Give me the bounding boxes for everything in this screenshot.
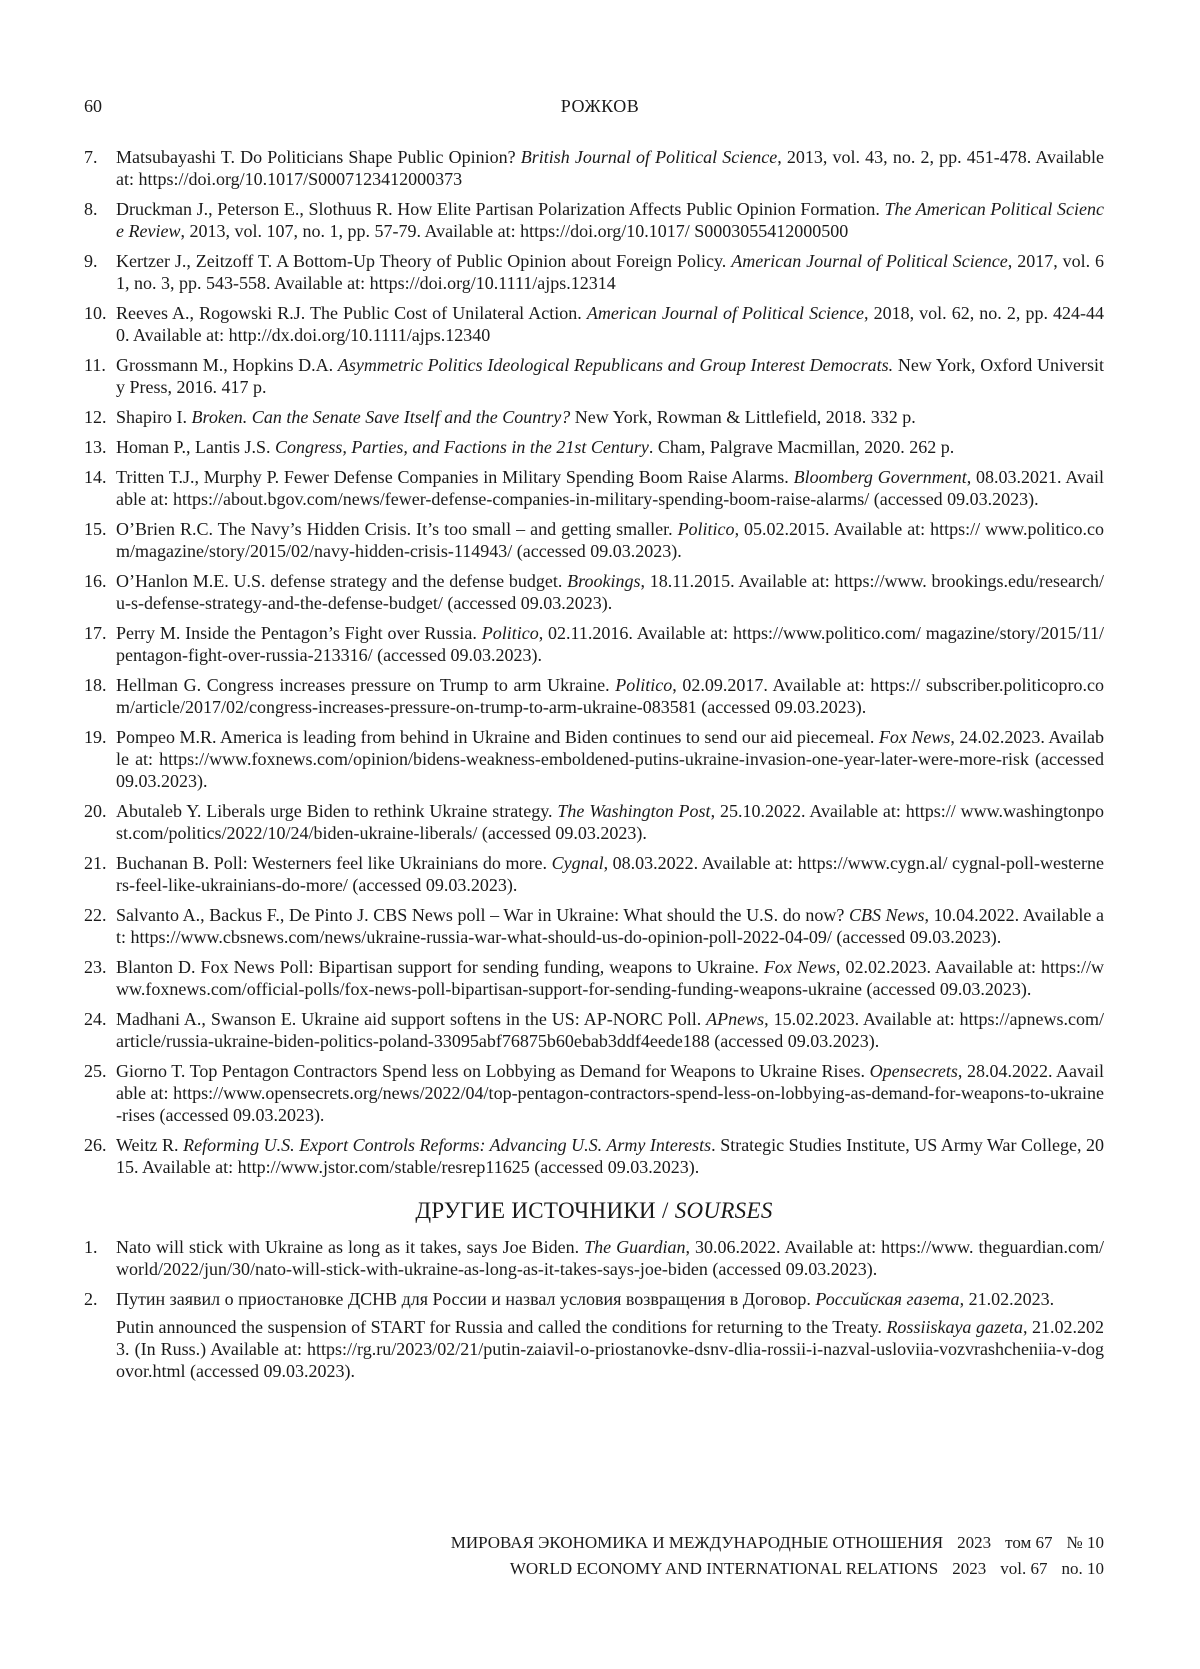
italic-title: Fox News	[763, 957, 836, 977]
source-text	[116, 1236, 1104, 1280]
reference-item	[84, 1134, 1104, 1178]
text-run: Grossmann M., Hopkins D.A.	[116, 355, 338, 375]
reference-text	[116, 250, 1104, 294]
text-run: Salvanto A., Backus F., De Pinto J. CBS News poll – War in Ukraine: What should the U.S. do now?	[116, 905, 849, 925]
reference-item	[84, 570, 1104, 614]
reference-item	[84, 354, 1104, 398]
text-run: , 10.04.2022. Available at: https://www.cbsnews.com/news/ukraine-russia-war-what-should-us-do-opinion-poll-2022-04-09/ (accessed 09.03.2023).	[116, 905, 1104, 947]
text-run: Putin announced the suspension of START for Russia and called the conditions for returning to the Treaty.	[116, 1317, 887, 1337]
italic-title: Asymmetric Politics Ideological Republicans and Group Interest Democrats.	[337, 355, 894, 375]
text-run: Shapiro I.	[116, 407, 192, 427]
reference-number: 20.	[84, 801, 107, 821]
reference-number: 16.	[84, 571, 107, 591]
text-run: , 08.03.2021. Available at: https://about.bgov.com/news/fewer-defense-companies-in-military-spending-boom-raise-alarms/ (accessed 09.03.2023).	[116, 467, 1104, 509]
italic-title: Brookings	[567, 571, 641, 591]
footer-ru-year: 2023	[957, 1533, 992, 1552]
footer-en-year: 2023	[952, 1559, 987, 1578]
reference-text	[116, 518, 1104, 562]
text-run: , 15.02.2023. Available at: https://apnews.com/article/russia-ukraine-biden-politics-poland-33095abf76875b60ebab3ddf4eede188 (accessed 09.03.2023).	[116, 1009, 1104, 1051]
reference-text	[116, 800, 1104, 844]
footer-en-no: no. 10	[1061, 1559, 1104, 1578]
reference-item	[84, 436, 1104, 458]
text-run: , 05.02.2015. Available at: https:// www.politico.com/magazine/story/2015/02/navy-hidden-crisis-114943/ (accessed 09.03.2023).	[116, 519, 1104, 561]
reference-text	[116, 852, 1104, 896]
source-item	[84, 1236, 1104, 1280]
reference-item	[84, 250, 1104, 294]
sources-heading-en: SOURSES	[674, 1198, 773, 1223]
text-run: Matsubayashi T. Do Politicians Shape Public Opinion?	[116, 147, 521, 167]
italic-title: Broken. Can the Senate Save Itself and the Country?	[191, 407, 571, 427]
reference-text	[116, 436, 1104, 458]
text-run: , 2013, vol. 43, no. 2, pp. 451-478. Available at: https://doi.org/10.1017/S0007123412000373	[116, 147, 1104, 189]
reference-item	[84, 622, 1104, 666]
text-run: , 02.11.2016. Available at: https://www.politico.com/ magazine/story/2015/11/pentagon-fight-over-russia-213316/ (accessed 09.03.2023).	[116, 623, 1104, 665]
reference-number: 13.	[84, 437, 107, 457]
italic-title: The Washington Post	[557, 801, 711, 821]
text-run: Pompeo M.R. America is leading from behind in Ukraine and Biden continues to send our aid piecemeal.	[116, 727, 879, 747]
text-run: O’Brien R.C. The Navy’s Hidden Crisis. It’s too small – and getting smaller.	[116, 519, 678, 539]
text-run: , 18.11.2015. Available at: https://www. brookings.edu/research/u-s-defense-strategy-and-the-defense-budget/ (accessed 09.03.2023).	[116, 571, 1104, 613]
reference-number: 15.	[84, 519, 107, 539]
italic-title: British Journal of Political Science	[520, 147, 778, 167]
reference-number: 22.	[84, 905, 107, 925]
italic-title: APnews	[706, 1009, 765, 1029]
footer-ru	[451, 1530, 1104, 1556]
reference-item	[84, 904, 1104, 948]
text-run: O’Hanlon M.E. U.S. defense strategy and the defense budget.	[116, 571, 568, 591]
reference-item	[84, 466, 1104, 510]
reference-number: 12.	[84, 407, 107, 427]
reference-number: 17.	[84, 623, 107, 643]
text-run: , 21.02.2023. (In Russ.) Available at: https://rg.ru/2023/02/21/putin-zaiavil-o-priostanovke-dsnv-dlia-rossii-i-nazval-usloviia-vozvrashcheniia-v-dogovor.html (accessed 09.03.2023).	[116, 1317, 1105, 1381]
reference-list	[84, 146, 1104, 1390]
text-run: Perry M. Inside the Pentagon’s Fight over Russia.	[116, 623, 482, 643]
reference-item	[84, 726, 1104, 792]
page-number: 60	[84, 96, 102, 116]
italic-title: Российская газета	[815, 1289, 960, 1309]
text-run: , 2018, vol. 62, no. 2, pp. 424-440. Available at: http://dx.doi.org/10.1111/ajps.12340	[116, 303, 1105, 345]
reference-text	[116, 1134, 1104, 1178]
text-run: , 02.09.2017. Available at: https:// subscriber.politicopro.com/article/2017/02/congress-increases-pressure-on-trump-to-arm-ukraine-083581 (accessed 09.03.2023).	[116, 675, 1104, 717]
text-run: Tritten T.J., Murphy P. Fewer Defense Companies in Military Spending Boom Raise Alarms.	[116, 467, 794, 487]
italic-title: Politico	[615, 675, 673, 695]
reference-item	[84, 302, 1104, 346]
text-run: , 24.02.2023. Available at: https://www.foxnews.com/opinion/bidens-weakness-emboldened-putins-ukraine-invasion-one-year-later-were-more-risk (accessed 09.03.2023).	[116, 727, 1104, 791]
reference-item	[84, 852, 1104, 896]
text-run: Nato will stick with Ukraine as long as it takes, says Joe Biden.	[116, 1237, 585, 1257]
reference-number: 11.	[84, 355, 106, 375]
footer-en-journal: WORLD ECONOMY AND INTERNATIONAL RELATIONS	[509, 1559, 939, 1578]
text-run: Путин заявил о приостановке ДСНВ для России и назвал условия возвращения в Договор.	[116, 1289, 816, 1309]
reference-item	[84, 956, 1104, 1000]
reference-number: 25.	[84, 1061, 107, 1081]
italic-title: Reforming U.S. Export Controls Reforms: Advancing U.S. Army Interests	[183, 1135, 712, 1155]
source-number: 2.	[84, 1289, 98, 1309]
italic-title: American Journal of Political Science	[586, 303, 865, 323]
reference-text	[116, 674, 1104, 718]
reference-item	[84, 198, 1104, 242]
italic-title: Congress, Parties, and Factions in the 21st Century	[275, 437, 649, 457]
text-run: Weitz R.	[116, 1135, 184, 1155]
reference-text	[116, 570, 1104, 614]
page-header	[84, 96, 1116, 120]
reference-item	[84, 1008, 1104, 1052]
footer-ru-journal: МИРОВАЯ ЭКОНОМИКА И МЕЖДУНАРОДНЫЕ ОТНОШЕНИЯ	[450, 1533, 944, 1552]
text-run: , 28.04.2022. Aavailable at: https://www.opensecrets.org/news/2022/04/top-pentagon-contractors-spend-less-on-lobbying-as-demand-for-weapons-to-ukraine-rises (accessed 09.03.2023).	[116, 1061, 1104, 1125]
sources-heading-ru: ДРУГИЕ ИСТОЧНИКИ /	[415, 1198, 675, 1223]
text-run: , 2013, vol. 107, no. 1, pp. 57-79. Available at: https://doi.org/10.1017/ S0003055412000500	[180, 221, 849, 241]
text-run: Giorno T. Top Pentagon Contractors Spend less on Lobbying as Demand for Weapons to Ukraine Rises.	[116, 1061, 870, 1081]
reference-text	[116, 302, 1104, 346]
source-paragraph	[116, 1316, 1104, 1382]
reference-text	[116, 956, 1104, 1000]
italic-title: Rossiiskaya gazeta	[886, 1317, 1023, 1337]
reference-text	[116, 1008, 1104, 1052]
text-run: . Cham, Palgrave Macmillan, 2020. 262 p.	[648, 437, 955, 457]
text-run: , 21.02.2023.	[959, 1289, 1055, 1309]
reference-item	[84, 406, 1104, 428]
italic-title: Bloomberg Government	[793, 467, 967, 487]
text-run: Kertzer J., Zeitzoff T. A Bottom-Up Theory of Public Opinion about Foreign Policy.	[116, 251, 732, 271]
italic-title: Opensecrets	[869, 1061, 958, 1081]
reference-text	[116, 354, 1104, 398]
text-run: Hellman G. Congress increases pressure on Trump to arm Ukraine.	[116, 675, 616, 695]
reference-text	[116, 622, 1104, 666]
reference-number: 9.	[84, 251, 98, 271]
reference-number: 18.	[84, 675, 107, 695]
text-run: New York, Oxford University Press, 2016. 417 p.	[116, 355, 1104, 397]
italic-title: Fox News	[878, 727, 951, 747]
reference-item	[84, 1060, 1104, 1126]
footer-ru-vol: том 67	[1005, 1533, 1053, 1552]
italic-title: The Guardian	[584, 1237, 686, 1257]
running-head-author: РОЖКОВ	[560, 96, 640, 116]
text-run: , 2017, vol. 61, no. 3, pp. 543-558. Available at: https://doi.org/10.1111/ajps.12314	[116, 251, 1105, 293]
reference-item	[84, 518, 1104, 562]
reference-text	[116, 726, 1104, 792]
reference-number: 19.	[84, 727, 107, 747]
italic-title: American Journal of Political Science	[731, 251, 1008, 271]
italic-title: CBS News	[848, 905, 925, 925]
text-run: Buchanan B. Poll: Westerners feel like Ukrainians do more.	[116, 853, 552, 873]
sources-heading	[84, 1200, 1104, 1222]
text-run: , 02.02.2023. Aavailable at: https://www.foxnews.com/official-polls/fox-news-poll-bipartisan-support-for-sending-funding-weapons-ukraine (accessed 09.03.2023).	[116, 957, 1105, 999]
source-text	[116, 1288, 1104, 1382]
reference-item	[84, 146, 1104, 190]
text-run: Blanton D. Fox News Poll: Bipartisan support for sending funding, weapons to Ukraine.	[116, 957, 764, 977]
reference-number: 8.	[84, 199, 98, 219]
text-run: Druckman J., Peterson E., Slothuus R. How Elite Partisan Polarization Affects Public Opinion Formation.	[116, 199, 885, 219]
references	[84, 146, 1104, 1178]
text-run: , 30.06.2022. Available at: https://www. theguardian.com/world/2022/jun/30/nato-will-stick-with-ukraine-as-long-as-it-takes-says-joe-biden (accessed 09.03.2023).	[116, 1237, 1104, 1279]
text-run: Abutaleb Y. Liberals urge Biden to rethink Ukraine strategy.	[116, 801, 558, 821]
source-paragraph	[116, 1288, 1104, 1310]
text-run: Homan P., Lantis J.S.	[116, 437, 276, 457]
footer-en-vol: vol. 67	[1000, 1559, 1048, 1578]
text-run: Reeves A., Rogowski R.J. The Public Cost of Unilateral Action.	[116, 303, 587, 323]
text-run: Madhani A., Swanson E. Ukraine aid support softens in the US: AP-NORC Poll.	[116, 1009, 707, 1029]
reference-item	[84, 674, 1104, 718]
reference-number: 14.	[84, 467, 107, 487]
text-run: , 25.10.2022. Available at: https:// www.washingtonpost.com/politics/2022/10/24/biden-ukraine-liberals/ (accessed 09.03.2023).	[116, 801, 1104, 843]
italic-title: Politico	[481, 623, 539, 643]
reference-number: 7.	[84, 147, 98, 167]
italic-title: The American Political Science Review	[116, 199, 1104, 241]
reference-number: 26.	[84, 1135, 107, 1155]
reference-text	[116, 1060, 1104, 1126]
sources	[84, 1236, 1104, 1382]
footer-ru-no: № 10	[1066, 1533, 1104, 1552]
reference-number: 21.	[84, 853, 107, 873]
italic-title: Politico	[677, 519, 735, 539]
footer-en	[451, 1556, 1104, 1582]
reference-text	[116, 904, 1104, 948]
reference-number: 24.	[84, 1009, 107, 1029]
reference-text	[116, 406, 1104, 428]
text-run: . Strategic Studies Institute, US Army War College, 2015. Available at: http://www.jstor.com/stable/resrep11625 (accessed 09.03.2023).	[116, 1135, 1104, 1177]
reference-text	[116, 198, 1104, 242]
reference-text	[116, 466, 1104, 510]
reference-number: 23.	[84, 957, 107, 977]
text-run: New York, Rowman & Littlefield, 2018. 332 p.	[570, 407, 916, 427]
italic-title: Cygnal	[551, 853, 604, 873]
source-item	[84, 1288, 1104, 1382]
reference-item	[84, 800, 1104, 844]
source-paragraph	[116, 1236, 1104, 1280]
text-run: , 08.03.2022. Available at: https://www.cygn.al/ cygnal-poll-westerners-feel-like-ukrainians-do-more/ (accessed 09.03.2023).	[116, 853, 1104, 895]
source-number: 1.	[84, 1237, 98, 1257]
journal-footer	[451, 1530, 1104, 1582]
reference-number: 10.	[84, 303, 107, 323]
reference-text	[116, 146, 1104, 190]
